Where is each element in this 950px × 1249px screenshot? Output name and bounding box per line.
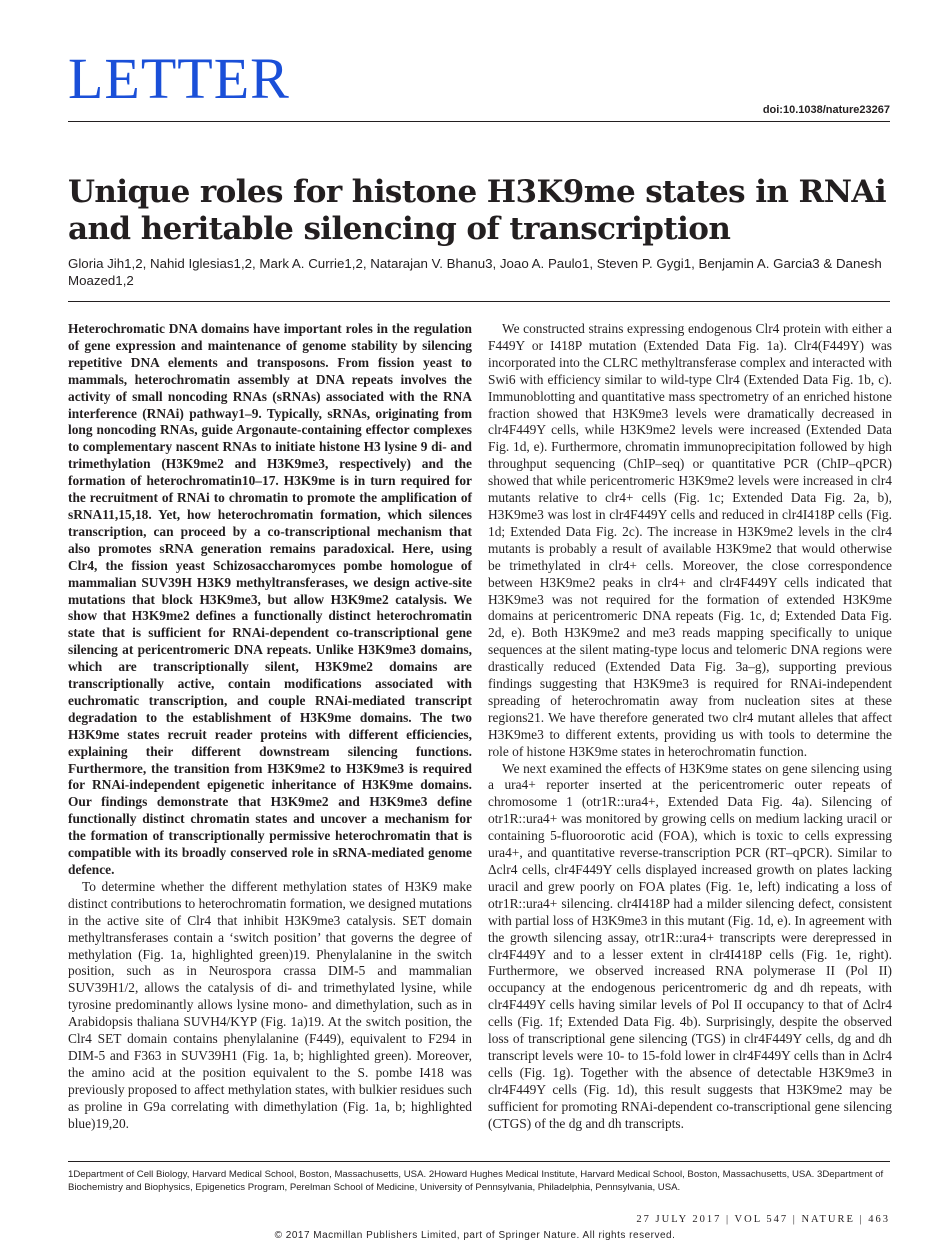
author-list: Gloria Jih1,2, Nahid Iglesias1,2, Mark A. Currie1,2, Natarajan V. Bhanu3, Joao A. Paulo1, Steven P. Gygi1, Benjamin A. Garcia3 & Danesh Moazed1,2 bbox=[68, 256, 882, 288]
left-column bbox=[68, 321, 472, 1133]
doi[interactable]: doi:10.1038/nature23267 bbox=[762, 104, 890, 116]
article-type-label: LETTER bbox=[68, 46, 290, 111]
authors-rule bbox=[68, 301, 890, 302]
body-paragraph: To determine whether the different methylation states of H3K9 make distinct contributions to heterochromatin formation, we designed mutations in the active site of Clr4 that inhibit H3K9me3 catalysis. SET domain methyltransferases contain a ‘switch position’ that governs the degree of methylation (Fig. 1a, highlighted green)19. Phenylalanine in the switch position, such as in Neurospora crassa DIM-5 and mammalian SUV39H1/2, allows the catalysis of di- and trimethylated lysine, while tyrosine predominantly allows lysine mono- and dimethylation, such as in Arabidopsis thaliana SUVH4/KYP (Fig. 1a)19. At the switch position, the Clr4 SET domain contains phenylalanine (F449), equivalent to F294 in DIM-5 and F363 in SUV39H1 (Fig. 1a, b; highlighted green). Moreover, the amino acid at the position equivalent to the S. pombe I418 was previously proposed to affect methylation states, with bulkier residues such as proline in G9a correlating with dimethylation (Fig. 1a, b; highlighted blue)19,20. bbox=[68, 878, 472, 1131]
affiliations: 1Department of Cell Biology, Harvard Medical School, Boston, Massachusetts, USA. 2Howard Hughes Medical Institute, Harvard Medical School, Boston, Massachusetts, USA. 3Department of Biochemistry and Biophysics, Epigenetics Program, Perelman School of Medicine, University of Pennsylvania, Philadelphia, Pennsylvania, USA. bbox=[68, 1169, 884, 1193]
copyright: © 2017 Macmillan Publishers Limited, part of Springer Nature. All rights reserved. bbox=[274, 1230, 676, 1241]
journal-info: 27 JULY 2017 | VOL 547 | NATURE | 463 bbox=[636, 1214, 890, 1225]
footer-rule bbox=[68, 1161, 890, 1162]
header-rule bbox=[68, 121, 890, 122]
body-paragraph: We constructed strains expressing endogenous Clr4 protein with either a F449Y or I418P mutation (Extended Data Fig. 1a). Clr4(F449Y) was incorporated into the CLRC methyltransferase complex and interacted with Swi6 with efficiency similar to wild-type Clr4 (Extended Data Fig. 1b, c). Immunoblotting and quantitative mass spectrometry of an enriched histone fraction showed that H3K9me3 levels were dramatically decreased in clr4F449Y cells, while H3K9me2 levels were increased (Extended Data Fig. 1d, e). Furthermore, chromatin immunoprecipitation followed by high throughput sequencing (ChIP–seq) or quantitative PCR (ChIP–qPCR) showed that while pericentromeric H3K9me2 levels were increased in clr4 mutants relative to clr4+ cells (Fig. 1c; Extended Data Fig. 2a, b), H3K9me3 was lost in clr4F449Y cells and reduced in clr4I418P cells (Fig. 1d; Extended Data Fig. 2c). The increase in H3K9me2 levels in the clr4 mutants is probably a result of available H3K9me2 that would otherwise be trimethylated in clr4+ cells. Moreover, the close correspondence between H3K9me2 peaks in clr4+ and clr4F449Y cells indicated that H3K9me3 was not required for the formation of extended H3K9me domains at pericentromeric DNA repeats (Fig. 1c, d; Extended Data Fig. 2d, e). Both H3K9me2 and me3 reads mapping specifically to unique sequences at the silent mating-type locus and telomeric DNA regions were drastically reduced (Extended Data Fig. 3a–g), supporting previous findings suggesting that H3K9me3 is required for RNAi-independent spreading of heterochromatin away from nucleation sites at these regions21. We have therefore generated two clr4 mutant alleles that affect H3K9me3 to different extents, providing us with tools to determine the role of histone H3K9me states in heterochromatin function. bbox=[488, 321, 892, 759]
body-paragraph: We next examined the effects of H3K9me states on gene silencing using a ura4+ reporter inserted at the pericentromeric outer repeats of chromosome 1 (otr1R::ura4+, Extended Data Fig. 4a). Silencing of otr1R::ura4+ was monitored by growing cells on medium lacking uracil or containing 5-fluoroorotic acid (FOA), which is toxic to cells expressing ura4+, and quantitative reverse-transcription PCR (RT–qPCR). Similar to Δclr4 cells, clr4F449Y cells displayed increased growth on plates lacking uracil and grew poorly on FOA plates (Fig. 1e, left) indicating a loss of otr1R::ura4+ silencing. clr4I418P had a milder silencing defect, consistent with partial loss of H3K9me3 in this mutant (Fig. 1d, e). In agreement with the growth silencing assay, otr1R::ura4+ transcripts were derepressed in clr4F449Y and to a lesser extent in clr4I418P cells (Fig. 1e, right). Furthermore, we observed increased RNA polymerase II (Pol II) occupancy at the endogenous pericentromeric dg and dh repeats, with clr4F449Y cells having similar levels of Pol II occupancy to that of Δclr4 cells (Fig. 1f; Extended Data Fig. 4b). Surprisingly, despite the observed loss of transcriptional gene silencing (TGS) in clr4F449Y cells, dg and dh transcript levels were 10- to 15-fold lower in clr4F449Y cells than in Δclr4 cells (Fig. 1g). Together with the absence of detectable H3K9me3 in clr4F449Y cells (Fig. 1d), this result suggests that H3K9me2 may be sufficient for promoting RNAi-dependent co-transcriptional gene silencing (CTGS) of the dg and dh transcripts. bbox=[488, 760, 892, 1131]
right-column bbox=[488, 321, 892, 1133]
abstract: Heterochromatic DNA domains have important roles in the regulation of gene expression and maintenance of genome stability by silencing repetitive DNA elements and transposons. From fission yeast to mammals, heterochromatin assembly at DNA repeats involves the activity of small noncoding RNAs (sRNAs) associated with the RNA interference (RNAi) pathway1–9. Typically, sRNAs, originating from long noncoding RNAs, guide Argonaute-containing effector complexes to complementary nascent RNAs to initiate histone H3 lysine 9 di- and trimethylation (H3K9me2 and H3K9me3, respectively) and the formation of heterochromatin10–17. H3K9me is in turn required for the recruitment of RNAi to chromatin to promote the amplification of sRNA11,15,18. Yet, how heterochromatin formation, which silences transcription, can proceed by a co-transcriptional mechanism that also promotes sRNA generation remains paradoxical. Here, using Clr4, the fission yeast Schizosaccharomyces pombe homologue of mammalian SUV39H H3K9 methyltransferases, we design active-site mutations that block H3K9me3, but allow H3K9me2 catalysis. We show that H3K9me2 defines a functionally distinct heterochromatin state that is sufficient for RNAi-dependent co-transcriptional gene silencing at pericentromeric DNA repeats. Unlike H3K9me3 domains, which are transcriptionally silent, H3K9me2 domains are transcriptionally active, contain modifications associated with euchromatic transcription, and couple RNAi-mediated transcript degradation to the establishment of H3K9me domains. The two H3K9me states recruit reader proteins with different efficiencies, explaining their different downstream silencing functions. Furthermore, the transition from H3K9me2 to H3K9me3 is required for RNAi-independent epigenetic inheritance of H3K9me domains. Our findings demonstrate that H3K9me2 and H3K9me3 define functionally distinct chromatin states and uncover a mechanism for the formation of transcriptionally permissive heterochromatin that is compatible with its broadly conserved role in sRNA-mediated genome defence. bbox=[68, 321, 472, 877]
article-title: Unique roles for histone H3K9me states in RNAi and heritable silencing of transcription bbox=[68, 174, 887, 247]
